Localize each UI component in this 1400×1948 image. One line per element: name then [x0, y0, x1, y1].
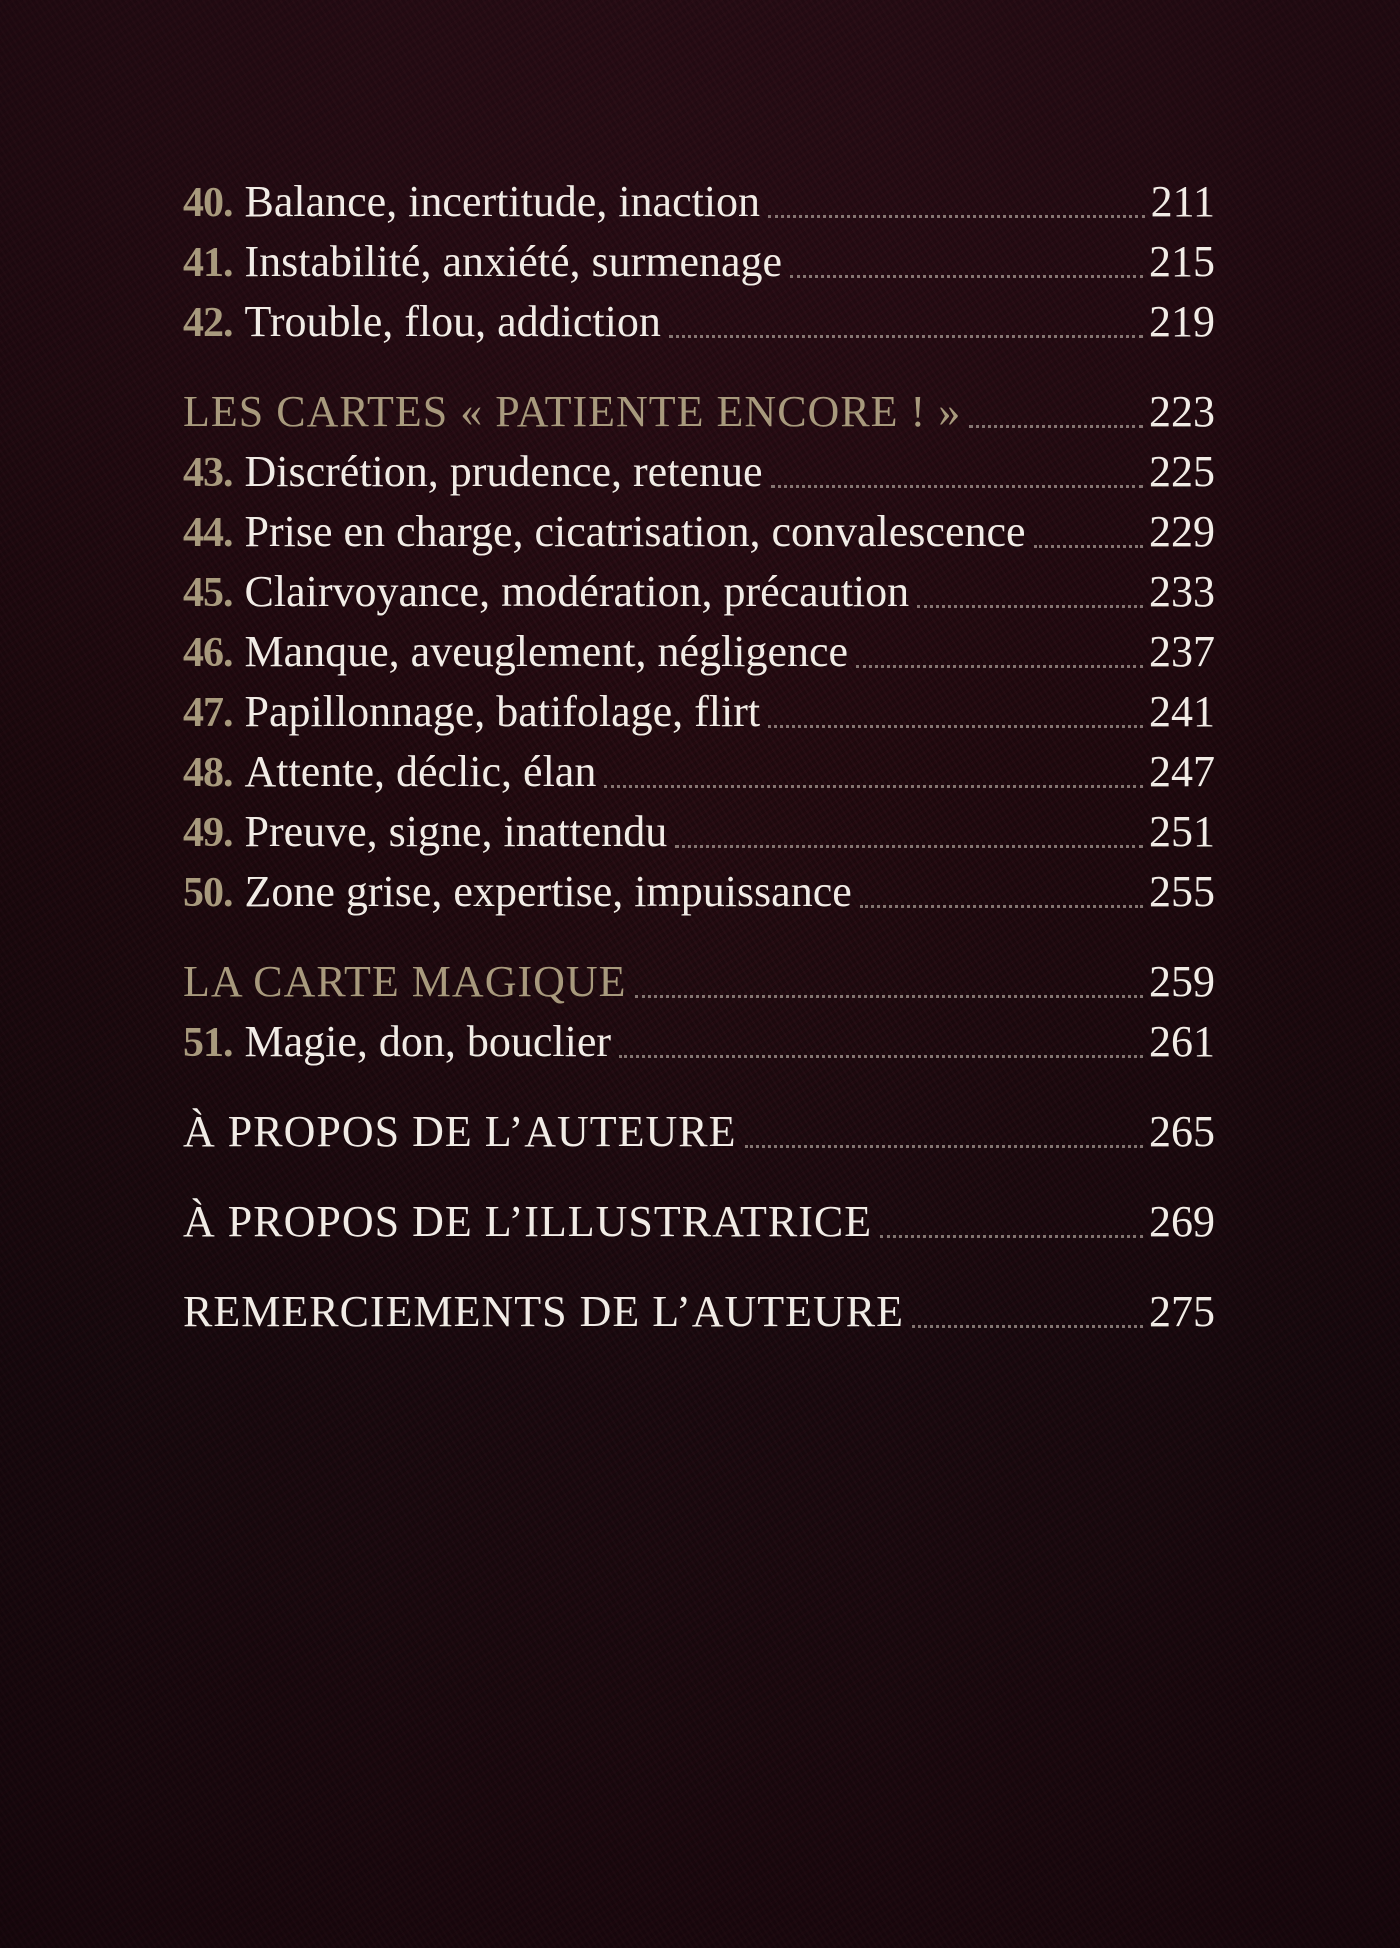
- dot-leader: [1034, 545, 1143, 548]
- entry-page: 269: [1149, 1197, 1215, 1246]
- entry-number: 48.: [183, 750, 233, 796]
- toc-entry-48[interactable]: [183, 742, 1215, 802]
- entry-page: 265: [1149, 1107, 1215, 1156]
- entry-page: 261: [1149, 1017, 1215, 1066]
- dot-leader: [604, 785, 1143, 788]
- entry-number: 51.: [183, 1020, 233, 1066]
- entry-title: Trouble, flou, addiction: [244, 297, 661, 346]
- entry-page: 275: [1149, 1287, 1215, 1336]
- toc-entry-49[interactable]: [183, 802, 1215, 862]
- entry-title: Discrétion, prudence, retenue: [244, 447, 763, 496]
- dot-leader: [745, 1145, 1143, 1148]
- entry-number: 46.: [183, 630, 233, 676]
- section-title: LA CARTE MAGIQUE: [183, 957, 627, 1006]
- heading-title: REMERCIEMENTS DE L’AUTEURE: [183, 1287, 905, 1336]
- entry-page: 247: [1149, 747, 1215, 796]
- entry-title: Magie, don, bouclier: [244, 1017, 612, 1066]
- entry-page: 259: [1149, 957, 1215, 1006]
- entry-number: 49.: [183, 810, 233, 856]
- entry-title: Papillonnage, batifolage, flirt: [244, 687, 761, 736]
- toc-entry-44[interactable]: [183, 502, 1215, 562]
- dot-leader: [856, 665, 1143, 668]
- toc-entry-45[interactable]: [183, 562, 1215, 622]
- entry-page: 211: [1150, 177, 1215, 226]
- dot-leader: [860, 905, 1143, 908]
- entry-title: Balance, incertitude, inaction: [244, 177, 761, 226]
- entry-page: 225: [1149, 447, 1215, 496]
- entry-page: 233: [1149, 567, 1215, 616]
- entry-number: 40.: [183, 180, 233, 226]
- toc-entry-40[interactable]: [183, 172, 1215, 232]
- entry-title: Clairvoyance, modération, précaution: [244, 567, 910, 616]
- entry-title: Preuve, signe, inattendu: [244, 807, 668, 856]
- dot-leader: [768, 725, 1143, 728]
- dot-leader: [790, 275, 1143, 278]
- toc-entry-46[interactable]: [183, 622, 1215, 682]
- entry-number: 45.: [183, 570, 233, 616]
- dot-leader: [635, 995, 1143, 998]
- dot-leader: [969, 425, 1143, 428]
- dot-leader: [768, 215, 1145, 218]
- entry-page: 215: [1149, 237, 1215, 286]
- toc-entry-51[interactable]: [183, 1012, 1215, 1072]
- toc-section-patiente-encore[interactable]: [183, 382, 1215, 442]
- heading-title: À PROPOS DE L’ILLUSTRATRICE: [183, 1197, 873, 1246]
- entry-number: 42.: [183, 300, 233, 346]
- entry-number: 43.: [183, 450, 233, 496]
- entry-number: 47.: [183, 690, 233, 736]
- entry-number: 50.: [183, 870, 233, 916]
- toc-heading-remerciements[interactable]: [183, 1282, 1215, 1342]
- toc-entry-41[interactable]: [183, 232, 1215, 292]
- dot-leader: [771, 485, 1144, 488]
- entry-page: 251: [1149, 807, 1215, 856]
- toc-heading-auteure[interactable]: [183, 1102, 1215, 1162]
- entry-page: 229: [1149, 507, 1215, 556]
- entry-page: 223: [1149, 387, 1215, 436]
- entry-number: 41.: [183, 240, 233, 286]
- dot-leader: [880, 1235, 1143, 1238]
- entry-title: Instabilité, anxiété, surmenage: [244, 237, 783, 286]
- toc-entry-42[interactable]: [183, 292, 1215, 352]
- entry-title: Zone grise, expertise, impuissance: [244, 867, 852, 916]
- entry-page: 255: [1149, 867, 1215, 916]
- entry-title: Manque, aveuglement, négligence: [244, 627, 849, 676]
- entry-number: 44.: [183, 510, 233, 556]
- entry-title: Attente, déclic, élan: [244, 747, 597, 796]
- toc-entry-47[interactable]: [183, 682, 1215, 742]
- dot-leader: [912, 1325, 1143, 1328]
- toc-entry-50[interactable]: [183, 862, 1215, 922]
- table-of-contents: [183, 172, 1215, 1342]
- dot-leader: [669, 335, 1143, 338]
- entry-page: 219: [1149, 297, 1215, 346]
- dot-leader: [675, 845, 1143, 848]
- entry-page: 237: [1149, 627, 1215, 676]
- dot-leader: [917, 605, 1143, 608]
- section-title: LES CARTES « PATIENTE ENCORE ! »: [183, 387, 962, 436]
- dot-leader: [619, 1055, 1143, 1058]
- toc-entry-43[interactable]: [183, 442, 1215, 502]
- toc-heading-illustratrice[interactable]: [183, 1192, 1215, 1252]
- heading-title: À PROPOS DE L’AUTEURE: [183, 1107, 737, 1156]
- toc-section-carte-magique[interactable]: [183, 952, 1215, 1012]
- entry-page: 241: [1149, 687, 1215, 736]
- entry-title: Prise en charge, cicatrisation, convalescence: [244, 507, 1026, 556]
